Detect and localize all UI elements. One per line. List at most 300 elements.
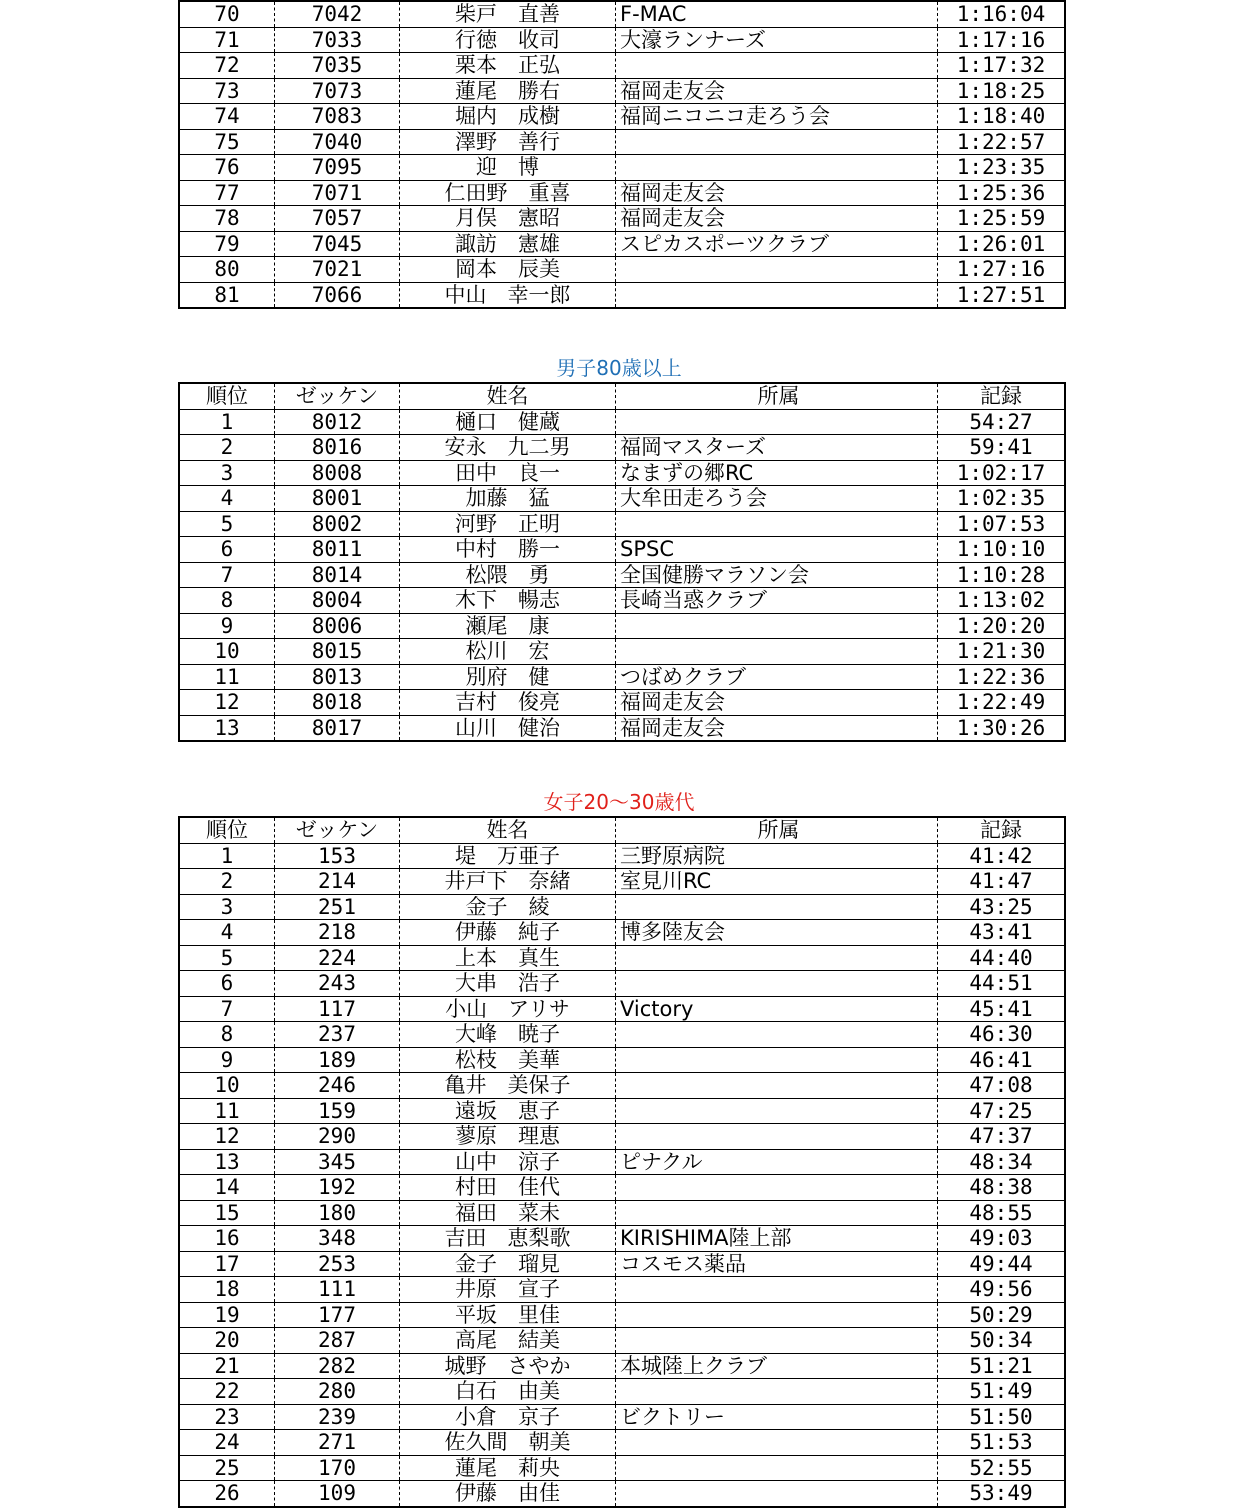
rank-cell: 10 [179, 639, 275, 665]
finish-time-cell: 48:55 [938, 1200, 1066, 1226]
rank-cell: 24 [179, 1430, 275, 1456]
table-row [179, 206, 1065, 232]
bib-number-cell: 7045 [275, 231, 400, 257]
finish-time-cell: 47:37 [938, 1124, 1066, 1150]
finish-time-cell: 1:07:53 [938, 511, 1066, 537]
rank-cell: 2 [179, 869, 275, 895]
table-row [179, 1149, 1065, 1175]
finish-time-cell: 1:22:57 [938, 129, 1066, 155]
runner-name-cell: 行徳 收司 [400, 27, 616, 53]
club-cell [616, 613, 938, 639]
rank-cell: 12 [179, 690, 275, 716]
bib-number-cell: 7033 [275, 27, 400, 53]
bib-number-cell: 246 [275, 1073, 400, 1099]
table-row [179, 1226, 1065, 1252]
table-row [179, 282, 1065, 308]
table-row [179, 1175, 1065, 1201]
bib-number-cell: 237 [275, 1022, 400, 1048]
finish-time-cell: 47:08 [938, 1073, 1066, 1099]
bib-number-cell: 282 [275, 1353, 400, 1379]
bib-number-cell: 290 [275, 1124, 400, 1150]
table-row [179, 180, 1065, 206]
rank-cell: 81 [179, 282, 275, 308]
rank-cell: 9 [179, 613, 275, 639]
bib-number-cell: 8002 [275, 511, 400, 537]
runner-name-cell: 田中 良一 [400, 460, 616, 486]
club-cell: 福岡走友会 [616, 78, 938, 104]
finish-time-cell: 1:02:17 [938, 460, 1066, 486]
club-cell [616, 1481, 938, 1507]
club-cell: つばめクラブ [616, 664, 938, 690]
rank-cell: 23 [179, 1404, 275, 1430]
bib-number-cell: 109 [275, 1481, 400, 1507]
runner-name-cell: 遠坂 恵子 [400, 1098, 616, 1124]
runner-name-cell: 井戸下 奈緒 [400, 869, 616, 895]
bib-number-cell: 189 [275, 1047, 400, 1073]
club-cell: 福岡ニコニコ走ろう会 [616, 104, 938, 130]
club-cell [616, 1379, 938, 1405]
rank-cell: 13 [179, 1149, 275, 1175]
rank-cell: 73 [179, 78, 275, 104]
rank-cell: 11 [179, 1098, 275, 1124]
finish-time-cell: 1:27:51 [956, 282, 1046, 307]
bib-number-cell: 170 [275, 1455, 400, 1481]
finish-time-cell: 51:53 [938, 1430, 1066, 1456]
club-cell: Victory [616, 996, 938, 1022]
rank-cell: 70 [179, 1, 275, 27]
club-cell: コスモス薬品 [616, 1251, 938, 1277]
finish-time-cell: 45:41 [938, 996, 1066, 1022]
finish-time-cell: 48:34 [938, 1149, 1066, 1175]
club-cell: 福岡走友会 [616, 715, 938, 741]
runner-name-cell: 蓼原 理恵 [400, 1124, 616, 1150]
finish-time-cell: 1:20:20 [938, 613, 1066, 639]
finish-time-cell: 51:49 [938, 1379, 1066, 1405]
runner-name-cell: 小山 アリサ [400, 996, 616, 1022]
runner-name-cell: 仁田野 重喜 [400, 180, 616, 206]
bib-number-cell: 280 [275, 1379, 400, 1405]
rank-cell: 5 [179, 511, 275, 537]
table-row [179, 104, 1065, 130]
bib-number-cell: 8012 [275, 409, 400, 435]
header-name: 姓名 [400, 817, 616, 843]
runner-name-cell: 金子 瑠見 [400, 1251, 616, 1277]
finish-time-cell: 1:23:35 [938, 155, 1066, 181]
table-row [179, 1302, 1065, 1328]
runner-name-cell: 金子 綾 [400, 894, 616, 920]
bib-number-cell: 8016 [275, 435, 400, 461]
runner-name-cell: 栗本 正弘 [400, 53, 616, 79]
table-row [179, 690, 1065, 716]
rank-cell: 78 [179, 206, 275, 232]
rank-cell: 19 [179, 1302, 275, 1328]
finish-time-cell: 1:13:02 [938, 588, 1066, 614]
table-row [179, 920, 1065, 946]
rank-cell: 13 [179, 715, 275, 741]
bib-number-cell: 8008 [275, 460, 400, 486]
table-row [179, 1073, 1065, 1099]
runner-name-cell: 松隈 勇 [400, 562, 616, 588]
finish-time-cell: 51:50 [938, 1404, 1066, 1430]
runner-name-cell: 瀬尾 康 [400, 613, 616, 639]
club-cell [616, 129, 938, 155]
bib-number-cell: 8014 [275, 562, 400, 588]
club-cell [616, 1098, 938, 1124]
table-row [179, 1022, 1065, 1048]
results-table [178, 0, 1066, 309]
runner-name-cell: 堤 万亜子 [400, 843, 616, 869]
header-bib-number: ゼッケン [275, 383, 400, 409]
runner-name-cell: 木下 暢志 [400, 588, 616, 614]
runner-name-cell: 迎 博 [400, 155, 616, 181]
finish-time-cell: 47:25 [938, 1098, 1066, 1124]
finish-time-cell: 49:44 [938, 1251, 1066, 1277]
rank-cell: 3 [179, 460, 275, 486]
bib-number-cell: 7035 [275, 53, 400, 79]
header-club: 所属 [616, 383, 938, 409]
table-row [179, 1379, 1065, 1405]
section-title: 男子80歳以上 [556, 356, 682, 380]
runner-name-cell: 月俣 憲昭 [400, 206, 616, 232]
runner-name-cell: 中山 幸一郎 [400, 282, 616, 308]
rank-cell: 7 [179, 562, 275, 588]
table-row [179, 562, 1065, 588]
finish-time-cell: 1:18:40 [938, 104, 1066, 130]
runner-name-cell: 蓮尾 勝右 [400, 78, 616, 104]
table-row [179, 409, 1065, 435]
club-cell [616, 894, 938, 920]
rank-cell: 7 [179, 996, 275, 1022]
bib-number-cell: 253 [275, 1251, 400, 1277]
header-rank: 順位 [179, 383, 275, 409]
club-cell [616, 1124, 938, 1150]
table-row [179, 1047, 1065, 1073]
finish-time-cell: 50:34 [938, 1328, 1066, 1354]
club-cell [616, 1022, 938, 1048]
rank-cell: 21 [179, 1353, 275, 1379]
bib-number-cell: 153 [275, 843, 400, 869]
club-cell: 大牟田走ろう会 [616, 486, 938, 512]
runner-name-cell: 大串 浩子 [400, 971, 616, 997]
bib-number-cell: 218 [275, 920, 400, 946]
finish-time-cell: 1:17:16 [938, 27, 1066, 53]
runner-name-cell: 堀内 成樹 [400, 104, 616, 130]
finish-time-cell: 1:16:04 [938, 1, 1066, 27]
table-row [179, 53, 1065, 79]
finish-time-cell: 48:38 [938, 1175, 1066, 1201]
finish-time-cell: 52:55 [938, 1455, 1066, 1481]
table-row [179, 1098, 1065, 1124]
finish-time-cell: 1:25:36 [938, 180, 1066, 206]
finish-time-cell: 1:22:36 [938, 664, 1066, 690]
runner-name-cell: 蓮尾 莉央 [400, 1455, 616, 1481]
rank-cell: 5 [179, 945, 275, 971]
club-cell: 長崎当惑クラブ [616, 588, 938, 614]
club-cell [616, 1277, 938, 1303]
club-cell [616, 1175, 938, 1201]
table-row [179, 1455, 1065, 1481]
club-cell [616, 1430, 938, 1456]
table-row [179, 588, 1065, 614]
rank-cell: 15 [179, 1200, 275, 1226]
runner-name-cell: 諏訪 憲雄 [400, 231, 616, 257]
rank-cell: 6 [179, 537, 275, 563]
finish-time-cell: 44:51 [938, 971, 1066, 997]
bib-number-cell: 7066 [275, 282, 400, 308]
runner-name-cell: 河野 正明 [400, 511, 616, 537]
runner-name-cell: 加藤 猛 [400, 486, 616, 512]
finish-time-cell: 41:47 [938, 869, 1066, 895]
finish-time-cell: 1:25:59 [938, 206, 1066, 232]
club-cell [616, 1047, 938, 1073]
finish-time-cell: 44:40 [938, 945, 1066, 971]
finish-time-cell: 43:25 [938, 894, 1066, 920]
table-row [179, 78, 1065, 104]
runner-name-cell: 松枝 美華 [400, 1047, 616, 1073]
table-row [179, 27, 1065, 53]
rank-cell: 77 [179, 180, 275, 206]
club-cell [616, 639, 938, 665]
runner-name-cell: 松川 宏 [400, 639, 616, 665]
rank-cell: 9 [179, 1047, 275, 1073]
results-table [178, 816, 1066, 1508]
runner-name-cell: 平坂 里佳 [400, 1302, 616, 1328]
finish-time-cell: 54:27 [938, 409, 1066, 435]
table-row [179, 1124, 1065, 1150]
runner-name-cell: 上本 真生 [400, 945, 616, 971]
table-row [179, 1430, 1065, 1456]
rank-cell: 12 [179, 1124, 275, 1150]
table-row [179, 894, 1065, 920]
finish-time-cell: 50:29 [938, 1302, 1066, 1328]
bib-number-cell: 224 [275, 945, 400, 971]
rank-cell: 71 [179, 27, 275, 53]
finish-time-cell: 53:49 [969, 1481, 1033, 1506]
runner-name-cell: 吉村 俊亮 [400, 690, 616, 716]
table-row [179, 869, 1065, 895]
table-row [179, 1328, 1065, 1354]
runner-name-cell: 小倉 京子 [400, 1404, 616, 1430]
rank-cell: 17 [179, 1251, 275, 1277]
table-row [179, 1200, 1065, 1226]
rank-cell: 10 [179, 1073, 275, 1099]
header-rank: 順位 [179, 817, 275, 843]
bib-number-cell: 7021 [275, 257, 400, 283]
rank-cell: 6 [179, 971, 275, 997]
bib-number-cell: 8006 [275, 613, 400, 639]
section-title: 女子20～30歳代 [543, 790, 695, 814]
club-cell [616, 945, 938, 971]
runner-name-cell: 城野 さやか [400, 1353, 616, 1379]
bib-number-cell: 7057 [275, 206, 400, 232]
club-cell: 福岡走友会 [616, 180, 938, 206]
rank-cell: 2 [179, 435, 275, 461]
finish-time-cell: 41:42 [938, 843, 1066, 869]
bib-number-cell: 8017 [275, 715, 400, 741]
rank-cell: 1 [179, 409, 275, 435]
club-cell: KIRISHIMA陸上部 [616, 1226, 938, 1252]
header-row [179, 817, 1065, 843]
bib-number-cell: 177 [275, 1302, 400, 1328]
club-cell [616, 409, 938, 435]
results-table [178, 382, 1066, 742]
rank-cell: 4 [179, 486, 275, 512]
table-row [179, 971, 1065, 997]
runner-name-cell: 村田 佳代 [400, 1175, 616, 1201]
runner-name-cell: 澤野 善行 [400, 129, 616, 155]
runner-name-cell: 岡本 辰美 [400, 257, 616, 283]
runner-name-cell: 伊藤 由佳 [400, 1481, 616, 1507]
runner-name-cell: 佐久間 朝美 [400, 1430, 616, 1456]
club-cell [616, 1200, 938, 1226]
rank-cell: 16 [179, 1226, 275, 1252]
runner-name-cell: 柴戸 直善 [400, 1, 616, 27]
table-row [179, 1481, 1065, 1507]
rank-cell: 11 [179, 664, 275, 690]
header-name: 姓名 [400, 383, 616, 409]
rank-cell: 75 [179, 129, 275, 155]
finish-time-cell: 1:22:49 [938, 690, 1066, 716]
bib-number-cell: 239 [275, 1404, 400, 1430]
runner-name-cell: 山川 健治 [400, 715, 616, 741]
club-cell: 本城陸上クラブ [616, 1353, 938, 1379]
table-row [179, 460, 1065, 486]
finish-time-cell: 1:21:30 [938, 639, 1066, 665]
runner-name-cell: 別府 健 [400, 664, 616, 690]
finish-time-cell: 1:10:28 [938, 562, 1066, 588]
rank-cell: 76 [179, 155, 275, 181]
finish-time-cell: 49:03 [938, 1226, 1066, 1252]
bib-number-cell: 214 [275, 869, 400, 895]
club-cell [616, 1328, 938, 1354]
rank-cell: 3 [179, 894, 275, 920]
club-cell: 福岡走友会 [616, 206, 938, 232]
finish-time-cell: 1:18:25 [938, 78, 1066, 104]
bib-number-cell: 7073 [275, 78, 400, 104]
bib-number-cell: 8013 [275, 664, 400, 690]
bib-number-cell: 7042 [275, 1, 400, 27]
bib-number-cell: 7095 [275, 155, 400, 181]
club-cell: 福岡走友会 [616, 690, 938, 716]
runner-name-cell: 山中 涼子 [400, 1149, 616, 1175]
runner-name-cell: 伊藤 純子 [400, 920, 616, 946]
rank-cell: 4 [179, 920, 275, 946]
club-cell: 室見川RC [616, 869, 938, 895]
finish-time-cell: 46:30 [938, 1022, 1066, 1048]
club-cell: なまずの郷RC [616, 460, 938, 486]
bib-number-cell: 251 [275, 894, 400, 920]
bib-number-cell: 180 [275, 1200, 400, 1226]
table-row [179, 613, 1065, 639]
header-bib-number: ゼッケン [275, 817, 400, 843]
finish-time-cell: 51:21 [938, 1353, 1066, 1379]
table-row [179, 639, 1065, 665]
rank-cell: 26 [179, 1481, 275, 1507]
header-row [179, 383, 1065, 409]
finish-time-cell: 1:26:01 [938, 231, 1066, 257]
runner-name-cell: 白石 由美 [400, 1379, 616, 1405]
runner-name-cell: 吉田 恵梨歌 [400, 1226, 616, 1252]
runner-name-cell: 樋口 健蔵 [400, 409, 616, 435]
bib-number-cell: 111 [275, 1277, 400, 1303]
rank-cell: 14 [179, 1175, 275, 1201]
bib-number-cell: 117 [275, 996, 400, 1022]
table-row [179, 511, 1065, 537]
table-row [179, 1251, 1065, 1277]
bib-number-cell: 7083 [275, 104, 400, 130]
club-cell [616, 257, 938, 283]
finish-time-cell: 49:56 [938, 1277, 1066, 1303]
runner-name-cell: 高尾 結美 [400, 1328, 616, 1354]
rank-cell: 20 [179, 1328, 275, 1354]
bib-number-cell: 8018 [275, 690, 400, 716]
runner-name-cell: 中村 勝一 [400, 537, 616, 563]
table-row [179, 1353, 1065, 1379]
table-row [179, 1277, 1065, 1303]
rank-cell: 72 [179, 53, 275, 79]
table-row [179, 1, 1065, 27]
header-club: 所属 [616, 817, 938, 843]
rank-cell: 8 [179, 1022, 275, 1048]
table-row [179, 945, 1065, 971]
bib-number-cell: 159 [275, 1098, 400, 1124]
bib-number-cell: 7040 [275, 129, 400, 155]
rank-cell: 22 [179, 1379, 275, 1405]
finish-time-cell: 59:41 [938, 435, 1066, 461]
rank-cell: 80 [179, 257, 275, 283]
runner-name-cell: 井原 宣子 [400, 1277, 616, 1303]
bib-number-cell: 8015 [275, 639, 400, 665]
rank-cell: 79 [179, 231, 275, 257]
club-cell [616, 53, 938, 79]
club-cell [616, 282, 938, 308]
bib-number-cell: 8011 [275, 537, 400, 563]
table-row [179, 1404, 1065, 1430]
rank-cell: 8 [179, 588, 275, 614]
bib-number-cell: 7071 [275, 180, 400, 206]
header-time: 記録 [938, 817, 1066, 843]
table-row [179, 155, 1065, 181]
club-cell: スピカスポーツクラブ [616, 231, 938, 257]
finish-time-cell: 43:41 [938, 920, 1066, 946]
runner-name-cell: 福田 菜未 [400, 1200, 616, 1226]
club-cell [616, 971, 938, 997]
club-cell [616, 1302, 938, 1328]
club-cell: 福岡マスターズ [616, 435, 938, 461]
table-row [179, 537, 1065, 563]
bib-number-cell: 345 [275, 1149, 400, 1175]
bib-number-cell: 287 [275, 1328, 400, 1354]
table-row [179, 843, 1065, 869]
club-cell [616, 155, 938, 181]
header-time: 記録 [938, 383, 1066, 409]
club-cell: 全国健勝マラソン会 [616, 562, 938, 588]
table-row [179, 664, 1065, 690]
club-cell: F-MAC [616, 1, 938, 27]
table-row [179, 486, 1065, 512]
table-row [179, 231, 1065, 257]
rank-cell: 18 [179, 1277, 275, 1303]
rank-cell: 74 [179, 104, 275, 130]
finish-time-cell: 1:30:26 [956, 715, 1046, 740]
rank-cell: 25 [179, 1455, 275, 1481]
bib-number-cell: 243 [275, 971, 400, 997]
club-cell: SPSC [616, 537, 938, 563]
table-row [179, 257, 1065, 283]
bib-number-cell: 348 [275, 1226, 400, 1252]
club-cell: ピナクル [616, 1149, 938, 1175]
finish-time-cell: 1:17:32 [938, 53, 1066, 79]
